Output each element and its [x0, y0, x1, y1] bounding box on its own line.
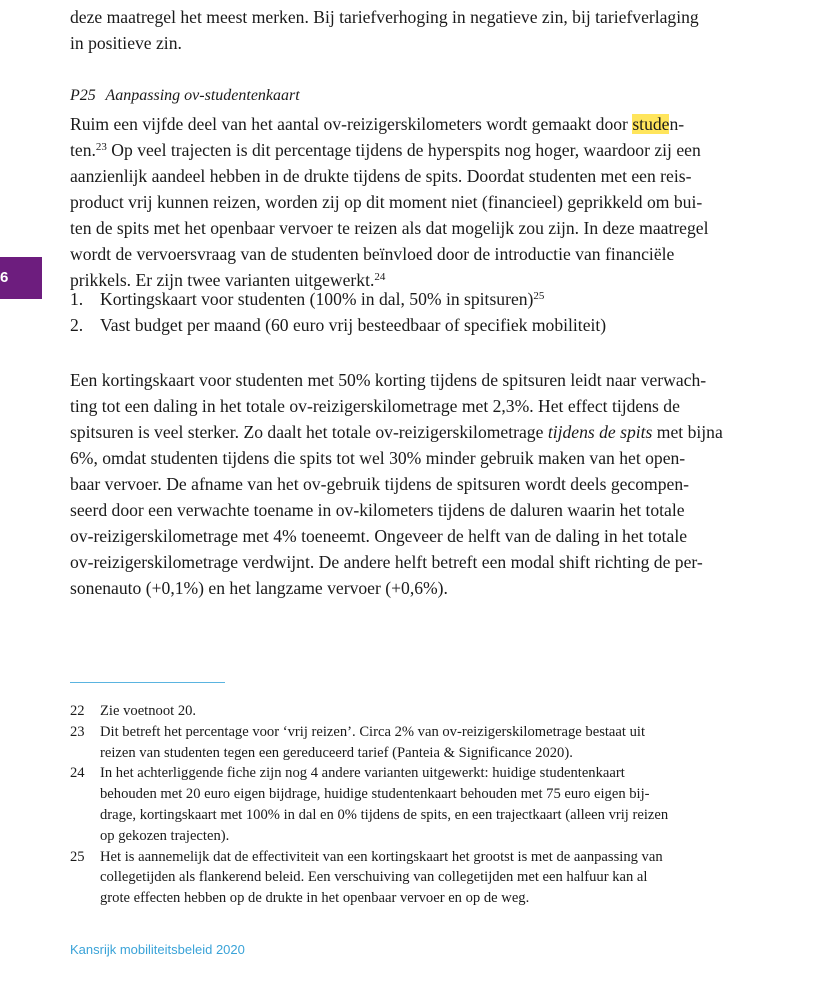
text-line: 6%, omdat studenten tijdens die spits tot wel 30% minder gebruik maken van het open- [70, 448, 686, 468]
text-run: n- [669, 114, 685, 134]
text-line: op gekozen trajecten). [100, 827, 230, 844]
text-line: in positieve zin. [70, 33, 182, 53]
text-line: reizen van studenten tegen een gereduceerd tarief (Panteia & Significance 2020). [100, 744, 573, 761]
footnote-text [100, 763, 668, 846]
paragraph-kortingskaart [70, 367, 776, 601]
footnote-number: 24 [70, 765, 85, 782]
text-line: In het achterliggende fiche zijn nog 4 andere varianten uitgewerkt: huidige studentenkaart [100, 765, 625, 782]
footnote-24 [70, 763, 776, 846]
italic-text: tijdens de spits [547, 422, 653, 442]
text-line [70, 419, 776, 445]
text-run: Kortingskaart voor studenten (100% in dal, 50% in spitsuren) [100, 289, 534, 309]
text-line: ting tot een daling in het totale ov-reizigerskilometrage met 2,3%. Het effect tijdens de [70, 396, 680, 416]
search-highlight: stude [632, 114, 670, 134]
paragraph-studenten [70, 111, 776, 293]
text-line: sonenauto (+0,1%) en het langzame vervoer (+0,6%). [70, 578, 448, 598]
running-footer: Kansrijk mobiliteitsbeleid 2020 [70, 942, 245, 957]
text-line: baar vervoer. De afname van het ov-gebruik tijdens de spitsuren wordt deels gecompen- [70, 474, 689, 494]
section-code: P25 [70, 87, 96, 104]
footnote-text [100, 722, 645, 764]
footnote-number: 25 [70, 848, 85, 865]
chapter-tab: 6 [0, 257, 42, 299]
text-line: grote effecten hebben op de drukte in het openbaar vervoer en op de weg. [100, 890, 530, 907]
text-line: ov-reizigerskilometrage met 4% toeneemt. Ongeveer de helft van de daling in het totale [70, 526, 688, 546]
text-line: deze maatregel het meest merken. Bij tariefverhoging in negatieve zin, bij tariefverlaging [70, 7, 699, 27]
text-run: ten. [70, 140, 96, 160]
list-item-text [100, 286, 544, 312]
footnote-ref-23[interactable]: 23 [95, 141, 107, 153]
footnote-ref-25[interactable]: 25 [533, 290, 545, 302]
text-line: collegetijden als flankerend beleid. Een verschuiving van collegetijden met een halfuur kan al [100, 869, 648, 886]
text-line: ov-reizigerskilometrage verdwijnt. De andere helft betreft een modal shift richting de per- [70, 552, 703, 572]
list-item [70, 286, 776, 312]
text-line: seerd door een verwachte toename in ov-kilometers tijdens de daluren waarin het totale [70, 500, 685, 520]
text-run: spitsuren is veel sterker. Zo daalt het totale ov-reizigerskilometrage [70, 422, 548, 442]
text-line [70, 137, 776, 163]
text-line: Het is aannemelijk dat de effectiviteit van een kortingskaart het grootst is met de aanpassing van [100, 848, 663, 865]
footnote-25 [70, 847, 776, 909]
text-run: prikkels. Er zijn twee varianten uitgewerkt. [70, 270, 375, 290]
footnotes [70, 701, 776, 909]
footnote-number: 23 [70, 723, 85, 740]
footnote-23 [70, 722, 776, 764]
text-line: behouden met 20 euro eigen bijdrage, huidige studentenkaart behouden met 75 euro eigen bij- [100, 786, 650, 803]
text-line: Dit betreft het percentage voor ‘vrij reizen’. Circa 2% van ov-reizigerskilometrage bestaat uit [100, 723, 645, 740]
text-line: wordt de vervoersvraag van de studenten beïnvloed door de introductie van financiële [70, 244, 675, 264]
footnote-divider [70, 682, 225, 683]
text-run: Op veel trajecten is dit percentage tijdens de hyperspits nog hoger, waardoor zij een [106, 140, 701, 160]
text-line: aanzienlijk aandeel hebben in de drukte tijdens de spits. Doordat studenten met een reis- [70, 166, 692, 186]
variant-list [70, 286, 776, 338]
footnote-number: 22 [70, 703, 85, 719]
text-line [70, 111, 776, 137]
list-item-text: Vast budget per maand (60 euro vrij besteedbaar of specifiek mobiliteit) [100, 315, 607, 335]
text-run: Ruim een vijfde deel van het aantal ov-reizigerskilometers wordt gemaakt door [70, 114, 633, 134]
footnote-22 [70, 701, 776, 722]
section-title: Aanpassing ov-studentenkaart [105, 87, 300, 104]
text-line: Een kortingskaart voor studenten met 50% korting tijdens de spitsuren leidt naar verwach- [70, 370, 707, 390]
text-line: drage, kortingskaart met 100% in dal en 0% tijdens de spits, en een trajectkaart (alleen vrij reizen [100, 806, 669, 823]
footnote-text [100, 701, 196, 722]
top-paragraph [70, 4, 776, 56]
text-line: ten de spits met het openbaar vervoer te reizen als dat mogelijk zou zijn. In deze maatregel [70, 218, 709, 238]
footnote-ref-24[interactable]: 24 [374, 271, 386, 283]
list-item-number: 2. [70, 315, 84, 335]
footnote-text [100, 847, 663, 909]
text-line: product vrij kunnen reizen, worden zij op dit moment niet (financieel) geprikkeld om bui- [70, 192, 703, 212]
section-heading [70, 85, 300, 107]
text-line: Zie voetnoot 20. [100, 703, 197, 719]
list-item [70, 312, 776, 338]
text-run: met bijna [652, 422, 723, 442]
list-item-number: 1. [70, 289, 84, 309]
